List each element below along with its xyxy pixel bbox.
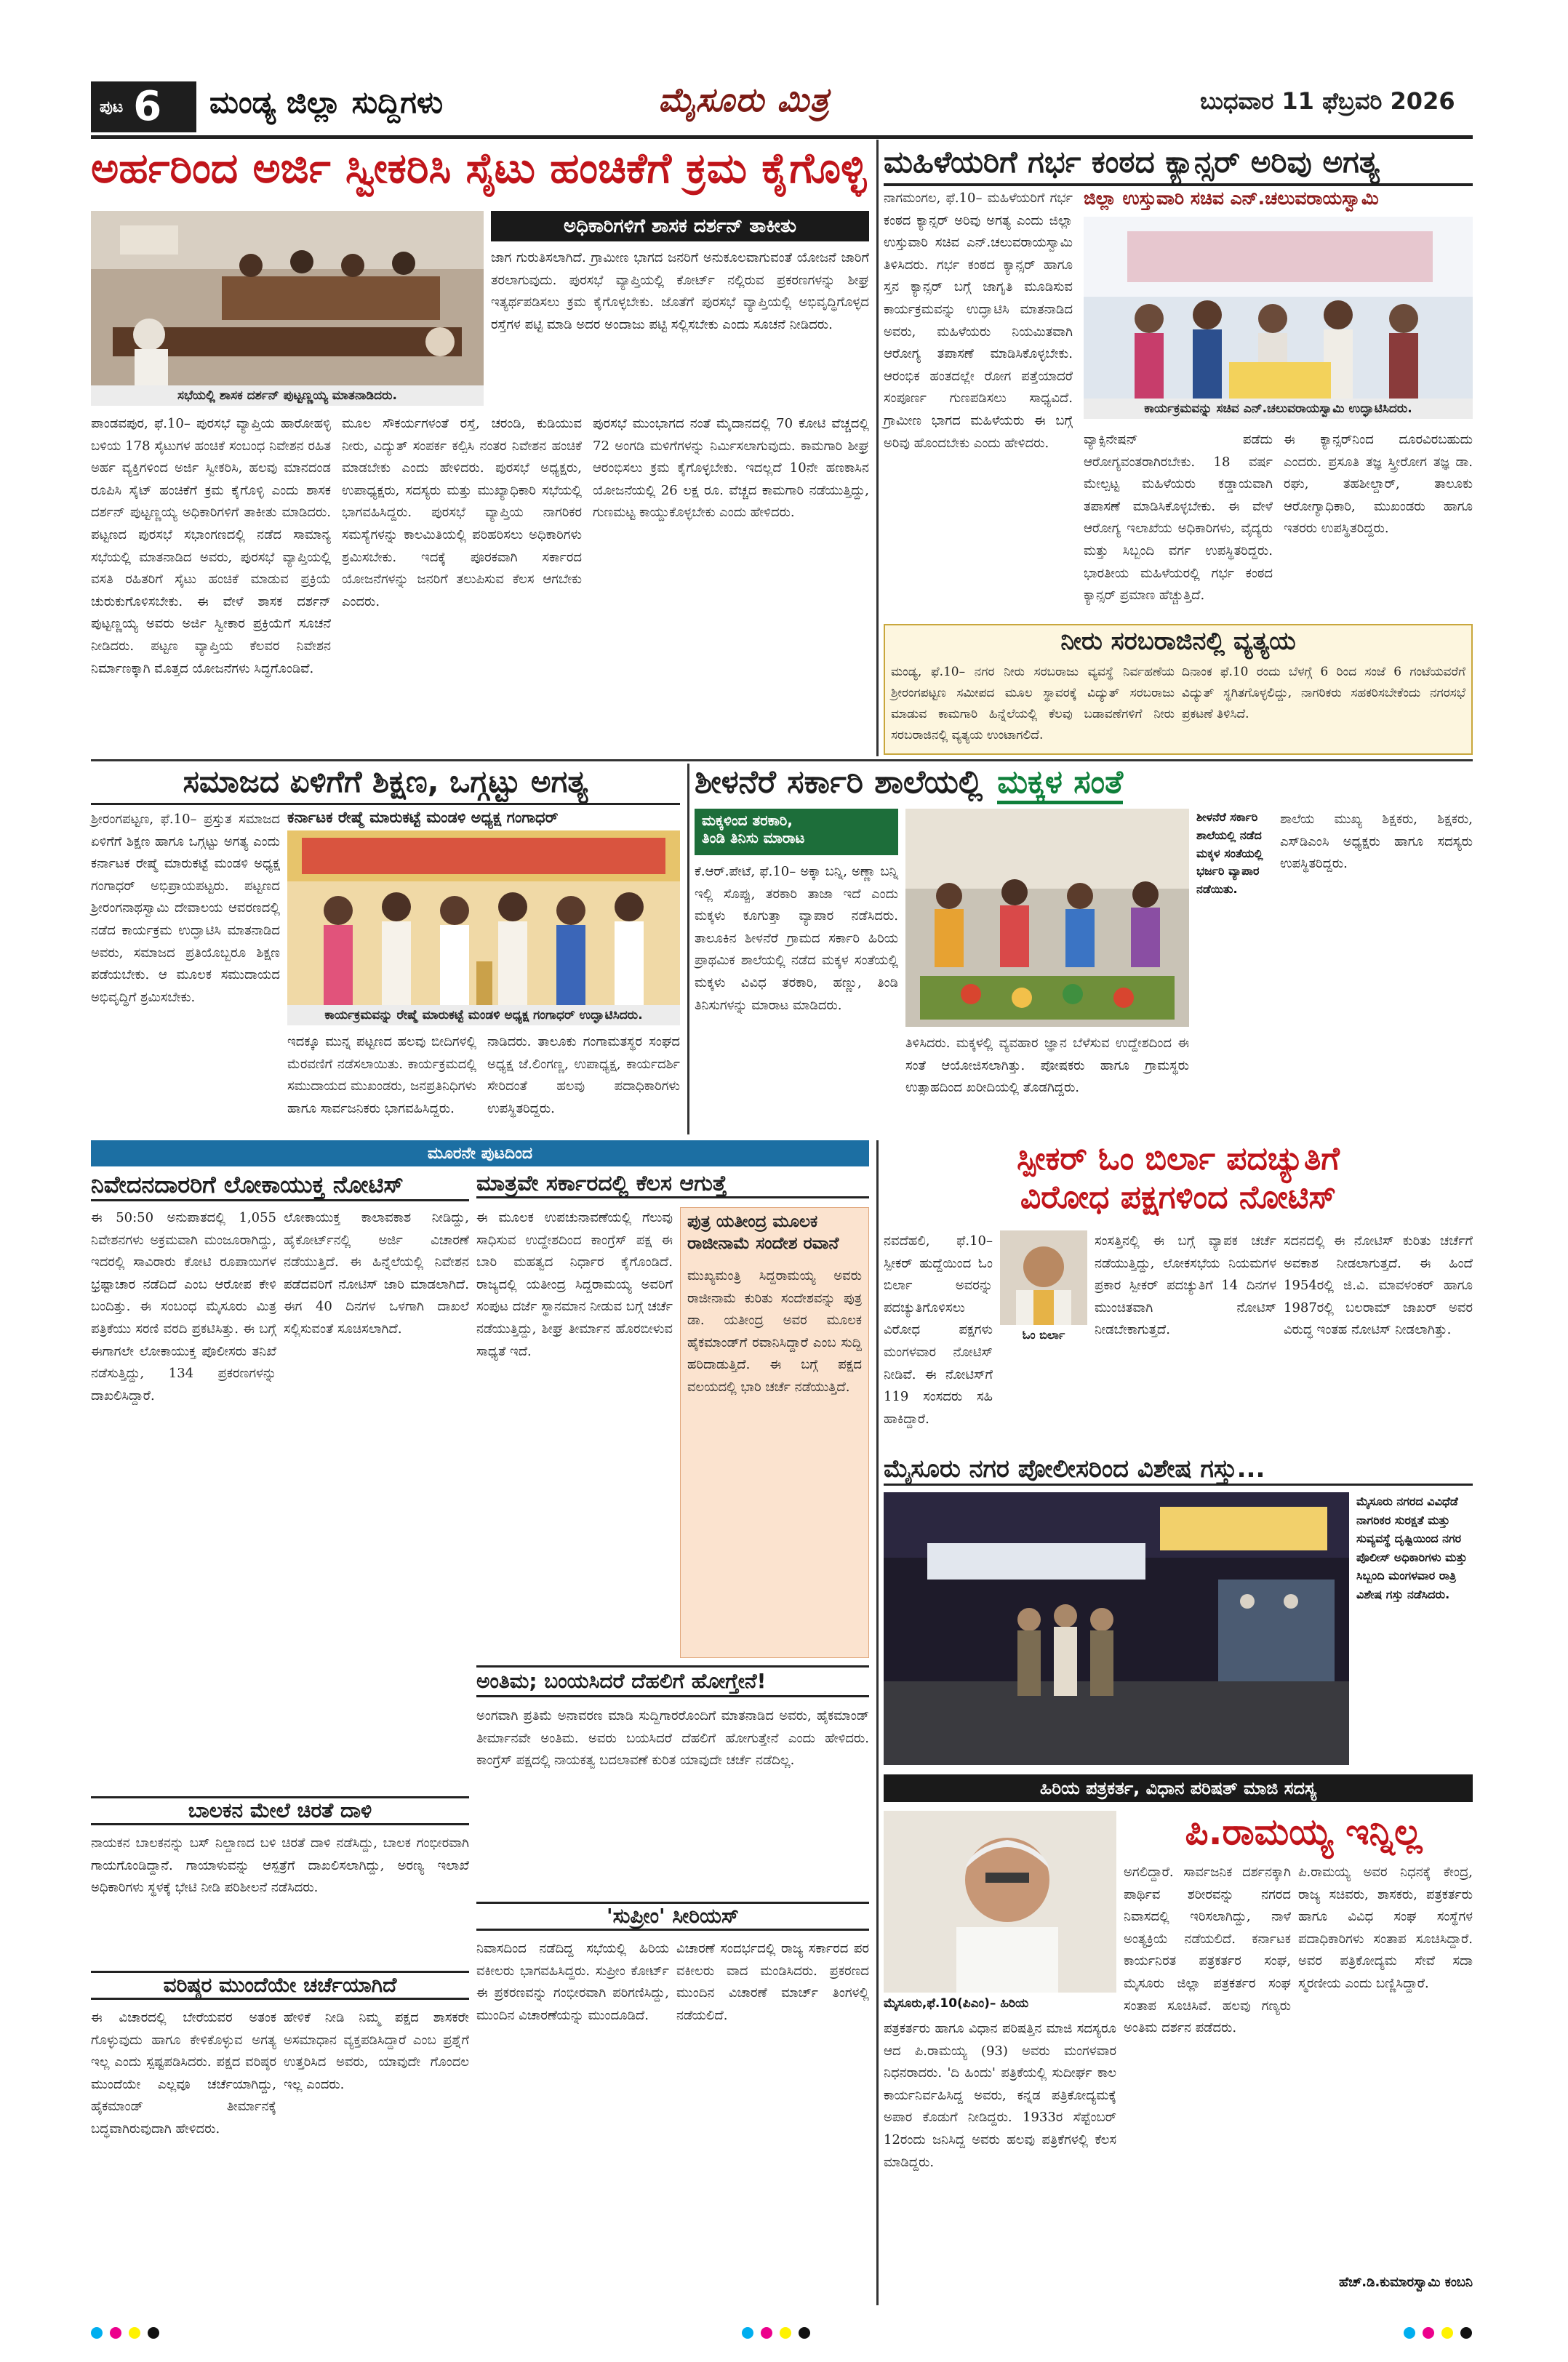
photo-caption-cancer: ಕಾರ್ಯಕ್ರಮವನ್ನು ಸಚಿವ ಎನ್.ಚಲುವರಾಯಸ್ವಾಮಿ ಉದ್ಘಾಟಿಸಿದರು. [1084, 399, 1473, 419]
photo-ramaiah [884, 1811, 1116, 1993]
story-water-col1 [891, 662, 1175, 753]
photo-school-fair [905, 809, 1189, 1027]
headline-police-patrol: ಮೈಸೂರು ನಗರ ಪೋಲೀಸರಿಂದ ವಿಶೇಷ ಗಸ್ತು... [884, 1454, 1473, 1486]
story-lokayukta-col1 [91, 1207, 276, 1789]
headline-society: ಸಮಾಜದ ಏಳಿಗೆಗೆ ಶಿಕ್ಷಣ, ಒಗ್ಗಟ್ಟು ಅಗತ್ಯ [91, 764, 680, 805]
story-school-text-1: ಕೆ.ಆರ್.ಪೇಟೆ, ಫೆ.10– ಅಕ್ಕಾ ಬನ್ನಿ, ಅಣ್ಣಾ ಬನ್ನಿ ಇಲ್ಲಿ ಸೊಪ್ಪು, ತರಕಾರಿ ತಾಜಾ ಇದೆ ಎಂದು ಮಕ್ಕಳು ಕೂಗುತ್ತಾ ವ್ಯಾಪಾರ ನಡೆಸಿದರು. ತಾಲೂಕಿನ ಶೀಳನೆರೆ ಗ್ರಾಮದ ಸರ್ಕಾರಿ ಹಿರಿಯ ಪ್ರಾಥಮಿಕ ಶಾಲೆಯಲ್ಲಿ ನಡೆದ ಮಕ್ಕಳ ಸಂತೆಯಲ್ಲಿ ಮಕ್ಕಳು ವಿವಿಧ ತರಕಾರಿ, ಹಣ್ಣು, ತಿಂಡಿ ತಿನಿಸುಗಳನ್ನು ಮಾರಾಟ ಮಾಡಿದರು. [695, 864, 898, 1013]
page-number: 6 [133, 83, 162, 130]
headline-site-allotment: ಅರ್ಹರಿಂದ ಅರ್ಜಿ ಸ್ವೀಕರಿಸಿ ಸೈಟು ಹಂಚಿಕೆಗೆ ಕ್ರಮ ಕೈಗೊಳ್ಳಿ [91, 143, 867, 193]
section-rule [91, 759, 1473, 761]
headline-varishtha: ವರಿಷ್ಠರ ಮುಂದೆಯೇ ಚರ್ಚೆಯಾಗಿದೆ [91, 1971, 469, 2000]
story-water-col2 [1182, 662, 1465, 753]
story-school-col1 [695, 861, 898, 1130]
headline-om-birla-b: ವಿರೋಧ ಪಕ್ಷಗಳಿಂದ ನೋಟಿಸ್ [1020, 1178, 1337, 1216]
story-site-col3 [491, 247, 869, 407]
photo-caption-meeting: ಸಭೆಯಲ್ಲಿ ಶಾಸಕ ದರ್ಶನ್ ಪುಟ್ಟಣ್ಣಯ್ಯ ಮಾತನಾಡಿದರು. [91, 385, 484, 406]
story-site-text-1: ಪಾಂಡವಪುರ, ಫೆ.10– ಪುರಸಭೆ ವ್ಯಾಪ್ತಿಯ ಹಾರೋಹಳ್ಳಿ ಬಳಿಯ 178 ಸೈಟುಗಳ ಹಂಚಿಕೆ ಸಂಬಂಧ ನಿವೇಶನ ರಹಿತ ಅರ್ಹ ವ್ಯಕ್ತಿಗಳಿಂದ ಅರ್ಜಿ ಸ್ವೀಕರಿಸಿ, ಹಲವು ಮಾನದಂಡ ರೂಪಿಸಿ ಸೈಟ್ ಹಂಚಿಕೆಗೆ ಕ್ರಮ ಕೈಗೊಳ್ಳಿ ಎಂದು ಶಾಸಕ ದರ್ಶನ್ ಪುಟ್ಟಣ್ಣಯ್ಯ ಅಧಿಕಾರಿಗಳಿಗೆ ತಾಕೀತು ಮಾಡಿದರು. ಪಟ್ಟಣದ ಪುರಸಭೆ ಸಭಾಂಗಣದಲ್ಲಿ ನಡೆದ ಸಾಮಾನ್ಯ ಸಭೆಯಲ್ಲಿ ಮಾತನಾಡಿದ ಅವರು, ಪುರಸಭೆ ವ್ಯಾಪ್ತಿಯಲ್ಲಿ ವಸತಿ ರಹಿತರಿಗೆ ಸೈಟು ಹಂಚಿಕೆ ಮಾಡುವ ಪ್ರಕ್ರಿಯೆ ಚುರುಕುಗೊಳಿಸಬೇಕು. ಈ ವೇಳೆ ಶಾಸಕ ದರ್ಶನ್ ಪುಟ್ಟಣ್ಣಯ್ಯ ಅವರು ಅರ್ಜಿ ಸ್ವೀಕಾರ ಪ್ರಕ್ರಿಯೆಗೆ ಸೂಚನೆ ನೀಡಿದರು. ಪಟ್ಟಣ ವ್ಯಾಪ್ತಿಯ ಕೆಲವರ ನಿವೇಶನ ನಿರ್ಮಾಣಕ್ಕಾಗಿ ಮೊತ್ತದ ಯೋಜನೆಗಳು ಸಿದ್ಧಗೊಂಡಿವೆ. [91, 416, 331, 676]
headline-school-a: ಶೀಳನೆರೆ ಸರ್ಕಾರಿ ಶಾಲೆಯಲ್ಲಿ [695, 764, 983, 801]
headline-supreme: 'ಸುಪ್ರೀಂ' ಸೀರಿಯಸ್ [476, 1902, 869, 1931]
story-birla-text-1: ನವದೆಹಲಿ, ಫೆ.10– ಸ್ಪೀಕರ್ ಹುದ್ದೆಯಿಂದ ಓಂ ಬಿರ್ಲಾ ಅವರನ್ನು ಪದಚ್ಯುತಿಗೊಳಿಸಲು ವಿರೋಧ ಪಕ್ಷಗಳು ಮಂಗಳವಾರ ನೋಟಿಸ್ ನೀಡಿವೆ. ಈ ನೋಟಿಸ್‌ಗೆ 119 ಸಂಸದರು ಸಹಿ ಹಾಕಿದ್ದಾರೆ. [884, 1233, 993, 1427]
page-number-badge [91, 81, 196, 132]
story-site-text-3: ಜಾಗ ಗುರುತಿಸಲಾಗಿದೆ. ಗ್ರಾಮೀಣ ಭಾಗದ ಜನರಿಗೆ ಅನುಕೂಲವಾಗುವಂತೆ ಯೋಜನೆ ಜಾರಿಗೆ ತರಲಾಗುವುದು. ಪುರಸಭೆ ವ್ಯಾಪ್ತಿಯಲ್ಲಿ ಕೋರ್ಟ್ ನಲ್ಲಿರುವ ಪ್ರಕರಣಗಳನ್ನು ಶೀಘ್ರ ಇತ್ಯರ್ಥಪಡಿಸಲು ಕ್ರಮ ಕೈಗೊಳ್ಳಬೇಕು. ಜೊತೆಗೆ ಪುರಸಭೆ ವ್ಯಾಪ್ತಿಯಲ್ಲಿ ಅಭಿವೃದ್ಧಿಗೊಳ್ಳದ ರಸ್ತೆಗಳ ಪಟ್ಟಿ ಮಾಡಿ ಅದರ ಅಂದಾಜು ಪಟ್ಟಿ ಸಲ್ಲಿಸಬೇಕು ಎಂದು ಸೂಚನೆ ನೀಡಿದರು. [491, 250, 869, 332]
story-birla-text-3: ಸದನದಲ್ಲಿ ಈ ನೋಟಿಸ್ ಕುರಿತು ಚರ್ಚೆಗೆ ಅವಕಾಶ ನೀಡಲಾಗುತ್ತದೆ. ಈ ಹಿಂದೆ 1954ರಲ್ಲಿ ಜಿ.ವಿ. ಮಾವಳಂಕರ್ ಹಾಗೂ 1987ರಲ್ಲಿ ಬಲರಾಮ್ ಜಾಖರ್ ಅವರ ವಿರುದ್ಧ ಇಂತಹ ನೋಟಿಸ್ ನೀಡಲಾಗಿತ್ತು. [1284, 1233, 1473, 1338]
photo-caption-om-birla: ಓಂ ಬಿರ್ಲಾ [1022, 1328, 1065, 1342]
story-site-col2 [342, 413, 582, 748]
headline-om-birla [884, 1140, 1473, 1217]
story-supreme-text-1: ನಿವಾಸದಿಂದ ನಡೆದಿದ್ದ ಸಭೆಯಲ್ಲಿ ಹಿರಿಯ ವಕೀಲರು ಭಾಗವಹಿಸಿದ್ದರು. ಸುಪ್ರೀಂ ಕೋರ್ಟ್ ಈ ಪ್ರಕರಣವನ್ನು ಗಂಭೀರವಾಗಿ ಪರಿಗಣಿಸಿದ್ದು, ಮುಂದಿನ ವಿಚಾರಣೆಯನ್ನು ಮುಂದೂಡಿದೆ. [476, 1941, 669, 2023]
registration-marks-right [1404, 2327, 1472, 2339]
story-cancer-col1b [884, 429, 1073, 618]
black-dot [148, 2327, 159, 2339]
story-leopard-col1 [91, 1833, 469, 1963]
story-site-col1 [91, 413, 331, 748]
photo-cancer-event [1084, 217, 1473, 399]
photo-side-caption-school: ಶೀಳನೆರೆ ಸರ್ಕಾರಿ ಶಾಲೆಯಲ್ಲಿ ನಡೆದ ಮಕ್ಕಳ ಸಂತೆಯಲ್ಲಿ ಭರ್ಜರಿ ವ್ಯಾಪಾರ ನಡೆಯಿತು. [1196, 810, 1263, 897]
headline-yathindra: ಪುತ್ರ ಯತೀಂದ್ರ ಮೂಲಕ ರಾಜೀನಾಮೆ ಸಂದೇಶ ರವಾನೆ [687, 1212, 839, 1253]
story-school-col3 [1280, 809, 1473, 1134]
photo-society-event [287, 830, 680, 1005]
story-cancer-col3 [1284, 429, 1473, 618]
kicker-society: ಕರ್ನಾಟಕ ರೇಷ್ಮೆ ಮಾರುಕಟ್ಟೆ ಮಂಡಳಿ ಅಧ್ಯಕ್ಷ ಗಂಗಾಧರ್ [287, 809, 559, 826]
cyan-dot [1404, 2327, 1415, 2339]
story-cancer-text-1: ನಾಗಮಂಗಲ, ಫೆ.10– ಮಹಿಳೆಯರಿಗೆ ಗರ್ಭ ಕಂಠದ ಕ್ಯಾನ್ಸರ್ ಅರಿವು ಅಗತ್ಯ ಎಂದು ಜಿಲ್ಲಾ ಉಸ್ತುವಾರಿ ಸಚಿವ ಎನ್.ಚಲುವರಾಯಸ್ವಾಮಿ ತಿಳಿಸಿದರು. ಗರ್ಭ ಕಂಠದ ಕ್ಯಾನ್ಸರ್ ಹಾಗೂ ಸ್ತನ ಕ್ಯಾನ್ಸರ್ ಬಗ್ಗೆ ಜಾಗೃತಿ ಮೂಡಿಸುವ ಕಾರ್ಯಕ್ರಮವನ್ನು ಉದ್ಘಾಟಿಸಿ ಮಾತನಾಡಿದ ಅವರು, ಮಹಿಳೆಯರು ನಿಯಮಿತವಾಗಿ ಆರೋಗ್ಯ ತಪಾಸಣೆ ಮಾಡಿಸಿಕೊಳ್ಳಬೇಕು. ಆರಂಭಿಕ ಹಂತದಲ್ಲೇ ರೋಗ ಪತ್ತೆಯಾದರೆ ಸಂಪೂರ್ಣ ಗುಣಪಡಿಸಲು ಸಾಧ್ಯವಿದೆ. ಗ್ರಾಮೀಣ ಭಾಗದ ಮಹಿಳೆಯರು ಈ ಬಗ್ಗೆ ಅರಿವು ಹೊಂದಬೇಕು ಎಂದು ಹೇಳಿದರು. [884, 191, 1073, 451]
story-water-text-2: ದಿನಾಂಕ ಫೆ.10 ರಂದು ಬೆಳಗ್ಗೆ 6 ರಿಂದ ಸಂಜೆ 6 ಗಂಟೆಯವರೆಗೆ ವಿದ್ಯುತ್ ಸ್ಥಗಿತಗೊಳ್ಳಲಿದ್ದು, ನಾಗರಿಕರು ಸಹಕರಿಸಬೇಕೆಂದು ನಗರಸಭೆ ಪ್ರಕಟಣೆ ತಿಳಿಸಿದೆ. [1182, 665, 1465, 721]
magenta-dot [761, 2327, 772, 2339]
story-society-text-2: ಇದಕ್ಕೂ ಮುನ್ನ ಪಟ್ಟಣದ ಹಲವು ಬೀದಿಗಳಲ್ಲಿ ಮೆರವಣಿಗೆ ನಡೆಸಲಾಯಿತು. ಕಾರ್ಯಕ್ರಮದಲ್ಲಿ ಸಮುದಾಯದ ಮುಖಂಡರು, ಜನಪ್ರತಿನಿಧಿಗಳು ಹಾಗೂ ಸಾರ್ವಜನಿಕರು ಭಾಗವಹಿಸಿದ್ದರು. [287, 1034, 476, 1116]
black-dot [799, 2327, 810, 2339]
story-birla-col2 [1095, 1230, 1276, 1449]
story-final-col1 [476, 1705, 869, 1894]
newspaper-logo: ಮೈಸೂರು ಮಿತ್ರ [658, 80, 830, 119]
story-society-text-3: ನಾಡಿದರು. ತಾಲೂಕು ಗಂಗಾಮತಸ್ಥರ ಸಂಘದ ಅಧ್ಯಕ್ಷ ಜೆ.ಲಿಂಗಣ್ಣ, ಉಪಾಧ್ಯಕ್ಷ, ಕಾರ್ಯದರ್ಶಿ ಸೇರಿದಂತೆ ಹಲವು ಪದಾಧಿಕಾರಿಗಳು ಉಪಸ್ಥಿತರಿದ್ದರು. [487, 1034, 680, 1116]
story-birla-col3 [1284, 1230, 1473, 1449]
column-rule-society [687, 764, 689, 1134]
section-banner-from-page-three: ಮೂರನೇ ಪುಟದಿಂದ [91, 1140, 869, 1166]
story-society-col2 [287, 1031, 476, 1133]
kicker-cancer: ಜಿಲ್ಲಾ ಉಸ್ತುವಾರಿ ಸಚಿವ ಎನ್.ಚಲುವರಾಯಸ್ವಾಮಿ [1084, 188, 1379, 209]
story-leopard-text-1: ನಾಯಕನ ಬಾಲಕನನ್ನು ಬಸ್ ನಿಲ್ದಾಣದ ಬಳಿ ಚಿರತೆ ದಾಳಿ ನಡೆಸಿದ್ದು, ಬಾಲಕ ಗಂಭೀರವಾಗಿ ಗಾಯಗೊಂಡಿದ್ದಾನೆ. ಗಾಯಾಳುವನ್ನು ಆಸ್ಪತ್ರೆಗೆ ದಾಖಲಿಸಲಾಗಿದ್ದು, ಅರಣ್ಯ ಇಲಾಖೆ ಅಧಿಕಾರಿಗಳು ಸ್ಥಳಕ್ಕೆ ಭೇಟಿ ನೀಡಿ ಪರಿಶೀಲನೆ ನಡೆಸಿದರು. [91, 1835, 469, 1896]
photo-caption-ramaiah: ಮೈಸೂರು,ಫೆ.10(ಪಿಎಂ)– ಹಿರಿಯ [884, 1996, 1029, 2011]
headline-lokayukta: ನಿವೇದನದಾರರಿಗೆ ಲೋಕಾಯುಕ್ತ ನೋಟಿಸ್ [91, 1171, 469, 1201]
story-society-col1 [91, 809, 280, 1114]
column-rule-lower [876, 1140, 879, 2305]
story-lokayukta-col2 [284, 1207, 469, 1789]
story-supreme-col2 [676, 1938, 869, 2305]
photo-side-caption-police: ಮೈಸೂರು ನಗರದ ವಿವಿಧೆಡೆ ನಾಗರಿಕರ ಸುರಕ್ಷತೆ ಮತ್ತು ಸುವ್ಯವಸ್ಥೆ ದೃಷ್ಟಿಯಿಂದ ನಗರ ಪೊಲೀಸ್ ಅಧಿಕಾರಿಗಳು ಮತ್ತು ಸಿಬ್ಬಂದಿ ಮಂಗಳವಾರ ರಾತ್ರಿ ವಿಶೇಷ ಗಸ್ತು ನಡೆಸಿದರು. [1356, 1494, 1468, 1601]
story-varishtha-text-2: ಹೇಳಿಕೆ ನೀಡಿ ನಿಮ್ಮ ಪಕ್ಷದ ಶಾಸಕರೇ ಅಸಮಾಧಾನ ವ್ಯಕ್ತಪಡಿಸಿದ್ದಾರೆ ಎಂಬ ಪ್ರಶ್ನೆಗೆ ಉತ್ತರಿಸಿದ ಅವರು, ಯಾವುದೇ ಗೊಂದಲ ಇಲ್ಲ ಎಂದರು. [284, 2010, 469, 2092]
headline-water-supply: ನೀರು ಸರಬರಾಜಿನಲ್ಲಿ ವ್ಯತ್ಯಯ [1060, 627, 1296, 656]
story-ramaiah-col2 [1124, 1862, 1291, 2305]
story-lokayukta-text-1: ಈ 50:50 ಅನುಪಾತದಲ್ಲಿ 1,055 ನಿವೇಶನಗಳು ಅಕ್ರಮವಾಗಿ ಮಂಜೂರಾಗಿದ್ದು, ಇದರಲ್ಲಿ ಸಾವಿರಾರು ಕೋಟಿ ರೂಪಾಯಿಗಳ ಭ್ರಷ್ಟಾಚಾರ ನಡೆದಿದೆ ಎಂಬ ಆರೋಪ ಕೇಳಿ ಬಂದಿತ್ತು. ಈ ಸಂಬಂಧ ಮೈಸೂರು ಮಿತ್ರ ಪತ್ರಿಕೆಯು ಸರಣಿ ವರದಿ ಪ್ರಕಟಿಸಿತ್ತು. ಈ ಬಗ್ಗೆ ಈಗಾಗಲೇ ಲೋಕಾಯುಕ್ತ ಪೊಲೀಸರು ತನಿಖೆ ನಡೆಸುತ್ತಿದ್ದು, 134 ಪ್ರಕರಣಗಳನ್ನು ದಾಖಲಿಸಿದ್ದಾರೆ. [91, 1210, 276, 1404]
kicker-school-b: ತಿಂಡಿ ತಿನಿಸು ಮಾರಾಟ [702, 829, 805, 846]
black-dot [1460, 2327, 1472, 2339]
story-birla-text-2: ಸಂಸತ್ತಿನಲ್ಲಿ ಈ ಬಗ್ಗೆ ವ್ಯಾಪಕ ಚರ್ಚೆ ನಡೆಯುತ್ತಿದ್ದು, ಲೋಕಸಭೆಯ ನಿಯಮಗಳ ಪ್ರಕಾರ ಸ್ಪೀಕರ್ ಪದಚ್ಯುತಿಗೆ 14 ದಿನಗಳ ಮುಂಚಿತವಾಗಿ ನೋಟಿಸ್ ನೀಡಬೇಕಾಗುತ್ತದೆ. [1095, 1233, 1276, 1338]
story-cancer-col1 [884, 188, 1073, 451]
story-varishtha-text-1: ಈ ವಿಚಾರದಲ್ಲಿ ಬೇರೆಯವರ ಅತಂಕ ಗೊಳ್ಳುವುದು ಹಾಗೂ ಕೇಳಿಕೊಳ್ಳುವ ಅಗತ್ಯ ಇಲ್ಲ ಎಂದು ಸ್ಪಷ್ಟಪಡಿಸಿದರು. ಪಕ್ಷದ ವರಿಷ್ಠರ ಮುಂದೆಯೇ ಎಲ್ಲವೂ ಚರ್ಚೆಯಾಗಿದ್ದು, ಹೈಕಮಾಂಡ್ ತೀರ್ಮಾನಕ್ಕೆ ಬದ್ಧವಾಗಿರುವುದಾಗಿ ಹೇಳಿದರು. [91, 2010, 276, 2137]
story-supreme-text-2: ವಿಚಾರಣೆ ಸಂದರ್ಭದಲ್ಲಿ ರಾಜ್ಯ ಸರ್ಕಾರದ ಪರ ವಕೀಲರು ವಾದ ಮಂಡಿಸಿದರು. ಪ್ರಕರಣದ ಮುಂದಿನ ವಿಚಾರಣೆ ಮಾರ್ಚ್ ತಿಂಗಳಲ್ಲಿ ನಡೆಯಲಿದೆ. [676, 1941, 869, 2023]
story-cancer-text-2: ವ್ಯಾಕ್ಸಿನೇಷನ್ ಪಡೆದು ಆರೋಗ್ಯವಂತರಾಗಿರಬೇಕು. 18 ವರ್ಷ ಮೇಲ್ಪಟ್ಟ ಮಹಿಳೆಯರು ಕಡ್ಡಾಯವಾಗಿ ತಪಾಸಣೆ ಮಾಡಿಸಿಕೊಳ್ಳಬೇಕು. ಈ ವೇಳೆ ಆರೋಗ್ಯ ಇಲಾಖೆಯ ಅಧಿಕಾರಿಗಳು, ವೈದ್ಯರು ಮತ್ತು ಸಿಬ್ಬಂದಿ ವರ್ಗ ಉಪಸ್ಥಿತರಿದ್ದರು. ಭಾರತೀಯ ಮಹಿಳೆಯರಲ್ಲಿ ಗರ್ಭ ಕಂಠದ ಕ್ಯಾನ್ಸರ್ ಪ್ರಮಾಣ ಹೆಚ್ಚುತ್ತಿದೆ. [1084, 432, 1273, 604]
headline-govt-work: ಮಾತ್ರವೇ ಸರ್ಕಾರದಲ್ಲಿ ಕೆಲಸ ಆಗುತ್ತೆ [476, 1171, 869, 1198]
story-ramaiah-text-1: ಪತ್ರಕರ್ತರು ಹಾಗೂ ವಿಧಾನ ಪರಿಷತ್ತಿನ ಮಾಜಿ ಸದಸ್ಯರೂ ಆದ ಪಿ.ರಾಮಯ್ಯ (93) ಅವರು ಮಂಗಳವಾರ ನಿಧನರಾದರು. 'ದಿ ಹಿಂದು' ಪತ್ರಿಕೆಯಲ್ಲಿ ಸುದೀರ್ಘ ಕಾಲ ಕಾರ್ಯನಿರ್ವಹಿಸಿದ್ದ ಅವರು, ಕನ್ನಡ ಪತ್ರಿಕೋದ್ಯಮಕ್ಕೆ ಅಪಾರ ಕೊಡುಗೆ ನೀಡಿದ್ದರು. 1933ರ ಸೆಪ್ಟೆಂಬರ್ 12ರಂದು ಜನಿಸಿದ್ದ ಅವರು ಹಲವು ಪತ್ರಿಕೆಗಳಲ್ಲಿ ಕೆಲಸ ಮಾಡಿದ್ದರು. [884, 2021, 1116, 2170]
headline-final-delhi: ಅಂತಿಮ; ಬಂಯಸಿದರೆ ದೆಹಲಿಗೆ ಹೋಗ್ತೇನೆ! [476, 1665, 869, 1697]
story-society-col3 [487, 1031, 680, 1133]
story-govt-work-text-1: ಈ ಮೂಲಕ ಉಪಚುನಾವಣೆಯಲ್ಲಿ ಗೆಲುವು ಸಾಧಿಸುವ ಉದ್ದೇಶದಿಂದ ಕಾಂಗ್ರೆಸ್ ಪಕ್ಷ ಈ ಬಾರಿ ಮಹತ್ವದ ನಿರ್ಧಾರ ಕೈಗೊಂಡಿದೆ. ರಾಜ್ಯದಲ್ಲಿ ಯತೀಂದ್ರ ಸಿದ್ದರಾಮಯ್ಯ ಅವರಿಗೆ ಸಂಪುಟ ದರ್ಜೆ ಸ್ಥಾನಮಾನ ನೀಡುವ ಬಗ್ಗೆ ಚರ್ಚೆ ನಡೆಯುತ್ತಿದ್ದು, ಶೀಘ್ರ ತೀರ್ಮಾನ ಹೊರಬೀಳುವ ಸಾಧ್ಯತೆ ಇದೆ. [476, 1210, 673, 1359]
story-varishtha-col1 [91, 2007, 276, 2305]
yellow-dot [129, 2327, 140, 2339]
story-water-text-1: ಮಂಡ್ಯ, ಫೆ.10– ನಗರ ನೀರು ಸರಬರಾಜು ವ್ಯವಸ್ಥೆ ನಿರ್ವಹಣೆಯ ಶ್ರೀರಂಗಪಟ್ಟಣ ಸಮೀಪದ ಮೂಲ ಸ್ಥಾವರಕ್ಕೆ ವಿದ್ಯುತ್ ಸರಬರಾಜು ಮಾಡುವ ಕಾಮಗಾರಿ ಹಿನ್ನೆಲೆಯಲ್ಲಿ ಕೆಲವು ಬಡಾವಣೆಗಳಿಗೆ ನೀರು ಸರಬರಾಜಿನಲ್ಲಿ ವ್ಯತ್ಯಯ ಉಂಟಾಗಲಿದೆ. [891, 665, 1175, 742]
photo-meeting [91, 211, 484, 385]
story-final-text-1: ಅಂಗವಾಗಿ ಪ್ರತಿಮೆ ಅನಾವರಣ ಮಾಡಿ ಸುದ್ದಿಗಾರರೊಂದಿಗೆ ಮಾತನಾಡಿದ ಅವರು, ಹೈಕಮಾಂಡ್ ತೀರ್ಮಾನವೇ ಅಂತಿಮ. ಅವರು ಬಯಸಿದರೆ ದೆಹಲಿಗೆ ಹೋಗುತ್ತೇನೆ ಎಂದು ಹೇಳಿದರು. ಕಾಂಗ್ರೆಸ್ ಪಕ್ಷದಲ್ಲಿ ನಾಯಕತ್ವ ಬದಲಾವಣೆ ಕುರಿತ ಯಾವುದೇ ಚರ್ಚೆ ನಡೆದಿಲ್ಲ. [476, 1708, 869, 1769]
story-ramaiah-text-3: ಪಿ.ರಾಮಯ್ಯ ಅವರ ನಿಧನಕ್ಕೆ ಕೇಂದ್ರ, ರಾಜ್ಯ ಸಚಿವರು, ಶಾಸಕರು, ಪತ್ರಕರ್ತರು ಹಾಗೂ ವಿವಿಧ ಸಂಘ ಸಂಸ್ಥೆಗಳ ಪದಾಧಿಕಾರಿಗಳು ಸಂತಾಪ ಸೂಚಿಸಿದ್ದಾರೆ. ಅವರ ಪತ್ರಿಕೋದ್ಯಮ ಸೇವೆ ಸದಾ ಸ್ಮರಣೀಯ ಎಂದು ಬಣ್ಣಿಸಿದ್ದಾರೆ. [1298, 1865, 1473, 1991]
photo-om-birla [1000, 1230, 1087, 1325]
headline-school [695, 764, 1473, 804]
yellow-dot [1441, 2327, 1453, 2339]
kicker-site-allotment: ಅಧಿಕಾರಿಗಳಿಗೆ ಶಾಸಕ ದರ್ಶನ್ ತಾಕೀತು [491, 211, 869, 241]
story-lokayukta-text-2: ಲೋಕಾಯುಕ್ತ ಕಾಲಾವಕಾಶ ನೀಡಿದ್ದು, ಹೈಕೋರ್ಟ್‌ನಲ್ಲಿ ಅರ್ಜಿ ವಿಚಾರಣೆ ನಡೆಯುತ್ತಿದೆ. ಈ ಹಿನ್ನೆಲೆಯಲ್ಲಿ ನಿವೇಶನ ಪಡೆದವರಿಗೆ ನೋಟಿಸ್ ಜಾರಿ ಮಾಡಲಾಗಿದೆ. ಈಗ 40 ದಿನಗಳ ಒಳಗಾಗಿ ದಾಖಲೆ ಸಲ್ಲಿಸುವಂತೆ ಸೂಚಿಸಲಾಗಿದೆ. [284, 1210, 469, 1337]
story-school-text-3: ಶಾಲೆಯ ಮುಖ್ಯ ಶಿಕ್ಷಕರು, ಶಿಕ್ಷಕರು, ಎಸ್‌ಡಿಎಂಸಿ ಅಧ್ಯಕ್ಷರು ಹಾಗೂ ಸದಸ್ಯರು ಉಪಸ್ಥಿತರಿದ್ದರು. [1280, 812, 1473, 872]
registration-marks-left [91, 2327, 159, 2339]
headline-leopard-attack: ಬಾಲಕನ ಮೇಲೆ ಚಿರತೆ ದಾಳಿ [91, 1796, 469, 1825]
kicker-school-a: ಮಕ್ಕಳಿಂದ ತರಕಾರಿ, [702, 812, 793, 829]
story-ramaiah-col3 [1298, 1862, 1473, 2269]
story-site-col4 [593, 413, 869, 748]
story-ramaiah-text-2: ಅಗಲಿದ್ದಾರೆ. ಸಾರ್ವಜನಿಕ ದರ್ಶನಕ್ಕಾಗಿ ಪಾರ್ಥಿವ ಶರೀರವನ್ನು ನಗರದ ನಿವಾಸದಲ್ಲಿ ಇರಿಸಲಾಗಿದ್ದು, ನಾಳೆ ಅಂತ್ಯಕ್ರಿಯೆ ನಡೆಯಲಿದೆ. ಕರ್ನಾಟಕ ಕಾರ್ಯನಿರತ ಪತ್ರಕರ್ತರ ಸಂಘ, ಮೈಸೂರು ಜಿಲ್ಲಾ ಪತ್ರಕರ್ತರ ಸಂಘ ಸಂತಾಪ ಸೂಚಿಸಿವೆ. ಹಲವು ಗಣ್ಯರು ಅಂತಿಮ ದರ್ಶನ ಪಡೆದರು. [1124, 1865, 1291, 2036]
magenta-dot [1423, 2327, 1434, 2339]
byline-ramaiah: ಹೆಚ್.ಡಿ.ಕುಮಾರಸ್ವಾಮಿ ಕಂಬನಿ [1338, 2275, 1473, 2290]
photo-caption-society: ಕಾರ್ಯಕ್ರಮವನ್ನು ರೇಷ್ಮೆ ಮಾರುಕಟ್ಟೆ ಮಂಡಳಿ ಅಧ್ಯಕ್ಷ ಗಂಗಾಧರ್ ಉದ್ಘಾಟಿಸಿದರು. [287, 1005, 680, 1025]
story-ramaiah-col1 [884, 2018, 1116, 2305]
story-cancer-col2 [1084, 429, 1273, 618]
cyan-dot [742, 2327, 753, 2339]
masthead-rule [91, 135, 1473, 139]
yellow-dot [780, 2327, 791, 2339]
photo-police-patrol [884, 1492, 1349, 1765]
page-label: ಪುಟ [100, 97, 124, 116]
registration-marks-center [742, 2327, 810, 2339]
kicker-school-box [695, 809, 898, 855]
story-yathindra-text-1: ಮುಖ್ಯಮಂತ್ರಿ ಸಿದ್ದರಾಮಯ್ಯ ಅವರು ರಾಜೀನಾಮೆ ಕುರಿತು ಸಂದೇಶವನ್ನು ಪುತ್ರ ಡಾ. ಯತೀಂದ್ರ ಅವರ ಮೂಲಕ ಹೈಕಮಾಂಡ್‌ಗೆ ರವಾನಿಸಿದ್ದಾರೆ ಎಂಬ ಸುದ್ದಿ ಹರಿದಾಡುತ್ತಿದೆ. ಈ ಬಗ್ಗೆ ಪಕ್ಷದ ವಲಯದಲ್ಲಿ ಭಾರಿ ಚರ್ಚೆ ನಡೆಯುತ್ತಿದೆ. [687, 1268, 862, 1395]
cyan-dot [91, 2327, 103, 2339]
headline-ramaiah: ಪಿ.ರಾಮಯ್ಯ ಇನ್ನಿಲ್ಲ [1185, 1811, 1423, 1853]
date-line: ಬುಧವಾರ 11 ಫೆಬ್ರವರಿ 2026 [1200, 87, 1455, 115]
story-varishtha-col2 [284, 2007, 469, 2305]
story-supreme-col1 [476, 1938, 669, 2305]
headline-school-b: ಮಕ್ಕಳ ಸಂತೆ [997, 764, 1123, 804]
column-rule [876, 140, 879, 756]
magenta-dot [110, 2327, 121, 2339]
headline-om-birla-a: ಸ್ಪೀಕರ್ ಓಂ ಬಿರ್ಲಾ ಪದಚ್ಯುತಿಗೆ [1017, 1140, 1340, 1177]
headline-cancer-awareness: ಮಹಿಳೆಯರಿಗೆ ಗರ್ಭ ಕಂಠದ ಕ್ಯಾನ್ಸರ್ ಅರಿವು ಅಗತ್ಯ [884, 144, 1473, 186]
section-title: ಮಂಡ್ಯ ಜಿಲ್ಲಾ ಸುದ್ದಿಗಳು [209, 84, 444, 120]
story-yathindra-col1 [687, 1265, 862, 1651]
story-cancer-text-3: ಈ ಕ್ಯಾನ್ಸರ್‌ನಿಂದ ದೂರವಿರಬಹುದು ಎಂದರು. ಪ್ರಸೂತಿ ತಜ್ಞ ಸ್ತ್ರೀರೋಗ ತಜ್ಞ ಡಾ. ರಘು, ತಹಶೀಲ್ದಾರ್, ತಾಲೂಕು ಆರೋಗ್ಯಾಧಿಕಾರಿ, ಮುಖಂಡರು ಹಾಗೂ ಇತರರು ಉಪಸ್ಥಿತರಿದ್ದರು. [1284, 432, 1473, 537]
story-school-text-2: ತಿಳಿಸಿದರು. ಮಕ್ಕಳಲ್ಲಿ ವ್ಯವಹಾರ ಜ್ಞಾನ ಬೆಳೆಸುವ ಉದ್ದೇಶದಿಂದ ಈ ಸಂತೆ ಆಯೋಜಿಸಲಾಗಿತ್ತು. ಪೋಷಕರು ಹಾಗೂ ಗ್ರಾಮಸ್ಥರು ಉತ್ಸಾಹದಿಂದ ಖರೀದಿಯಲ್ಲಿ ತೊಡಗಿದ್ದರು. [905, 1036, 1189, 1096]
story-site-text-2: ಮೂಲ ಸೌಕರ್ಯಗಳಂತೆ ರಸ್ತೆ, ಚರಂಡಿ, ಕುಡಿಯುವ ನೀರು, ವಿದ್ಯುತ್ ಸಂಪರ್ಕ ಕಲ್ಪಿಸಿ ನಂತರ ನಿವೇಶನ ಹಂಚಿಕೆ ಮಾಡಬೇಕು ಎಂದು ಹೇಳಿದರು. ಪುರಸಭೆ ಅಧ್ಯಕ್ಷರು, ಉಪಾಧ್ಯಕ್ಷರು, ಸದಸ್ಯರು ಮತ್ತು ಮುಖ್ಯಾಧಿಕಾರಿ ಸಭೆಯಲ್ಲಿ ಭಾಗವಹಿಸಿದ್ದರು. ಪುರಸಭೆ ವ್ಯಾಪ್ತಿಯ ನಾಗರಿಕರ ಸಮಸ್ಯೆಗಳನ್ನು ಕಾಲಮಿತಿಯಲ್ಲಿ ಪರಿಹರಿಸಲು ಅಧಿಕಾರಿಗಳು ಶ್ರಮಿಸಬೇಕು. ಇದಕ್ಕೆ ಪೂರಕವಾಗಿ ಸರ್ಕಾರದ ಯೋಜನೆಗಳನ್ನು ಜನರಿಗೆ ತಲುಪಿಸುವ ಕೆಲಸ ಆಗಬೇಕು ಎಂದರು. [342, 416, 582, 609]
kicker-ramaiah: ಹಿರಿಯ ಪತ್ರಕರ್ತ, ವಿಧಾನ ಪರಿಷತ್ ಮಾಜಿ ಸದಸ್ಯ [884, 1774, 1473, 1802]
story-site-text-4: ಪುರಸಭೆ ಮುಂಭಾಗದ ನಂತೆ ಮೈದಾನದಲ್ಲಿ 70 ಕೋಟಿ ವೆಚ್ಚದಲ್ಲಿ 72 ಅಂಗಡಿ ಮಳಿಗೆಗಳನ್ನು ನಿರ್ಮಿಸಲಾಗುವುದು. ಕಾಮಗಾರಿ ಶೀಘ್ರ ಆರಂಭಿಸಲು ಕ್ರಮ ಕೈಗೊಳ್ಳಬೇಕು. ಇದಲ್ಲದೆ 10ನೇ ಹಣಕಾಸಿನ ಯೋಜನೆಯಲ್ಲಿ 26 ಲಕ್ಷ ರೂ. ವೆಚ್ಚದ ಕಾಮಗಾರಿ ನಡೆಯುತ್ತಿದ್ದು, ಗುಣಮಟ್ಟ ಕಾಯ್ದುಕೊಳ್ಳಬೇಕು ಎಂದು ಹೇಳಿದರು. [593, 416, 869, 521]
story-birla-col1 [884, 1230, 993, 1449]
story-society-text-1: ಶ್ರೀರಂಗಪಟ್ಟಣ, ಫೆ.10– ಪ್ರಸ್ತುತ ಸಮಾಜದ ಏಳಿಗೆಗೆ ಶಿಕ್ಷಣ ಹಾಗೂ ಒಗ್ಗಟ್ಟು ಅಗತ್ಯ ಎಂದು ಕರ್ನಾಟಕ ರೇಷ್ಮೆ ಮಾರುಕಟ್ಟೆ ಮಂಡಳಿ ಅಧ್ಯಕ್ಷ ಗಂಗಾಧರ್ ಅಭಿಪ್ರಾಯಪಟ್ಟರು. ಪಟ್ಟಣದ ಶ್ರೀರಂಗನಾಥಸ್ವಾಮಿ ದೇವಾಲಯ ಆವರಣದಲ್ಲಿ ನಡೆದ ಕಾರ್ಯಕ್ರಮ ಉದ್ಘಾಟಿಸಿ ಮಾತನಾಡಿದ ಅವರು, ಸಮಾಜದ ಪ್ರತಿಯೊಬ್ಬರೂ ಶಿಕ್ಷಣ ಪಡೆಯಬೇಕು. ಆ ಮೂಲಕ ಸಮುದಾಯದ ಅಭಿವೃದ್ಧಿಗೆ ಶ್ರಮಿಸಬೇಕು. [91, 812, 280, 1005]
story-school-col2 [905, 1033, 1189, 1134]
